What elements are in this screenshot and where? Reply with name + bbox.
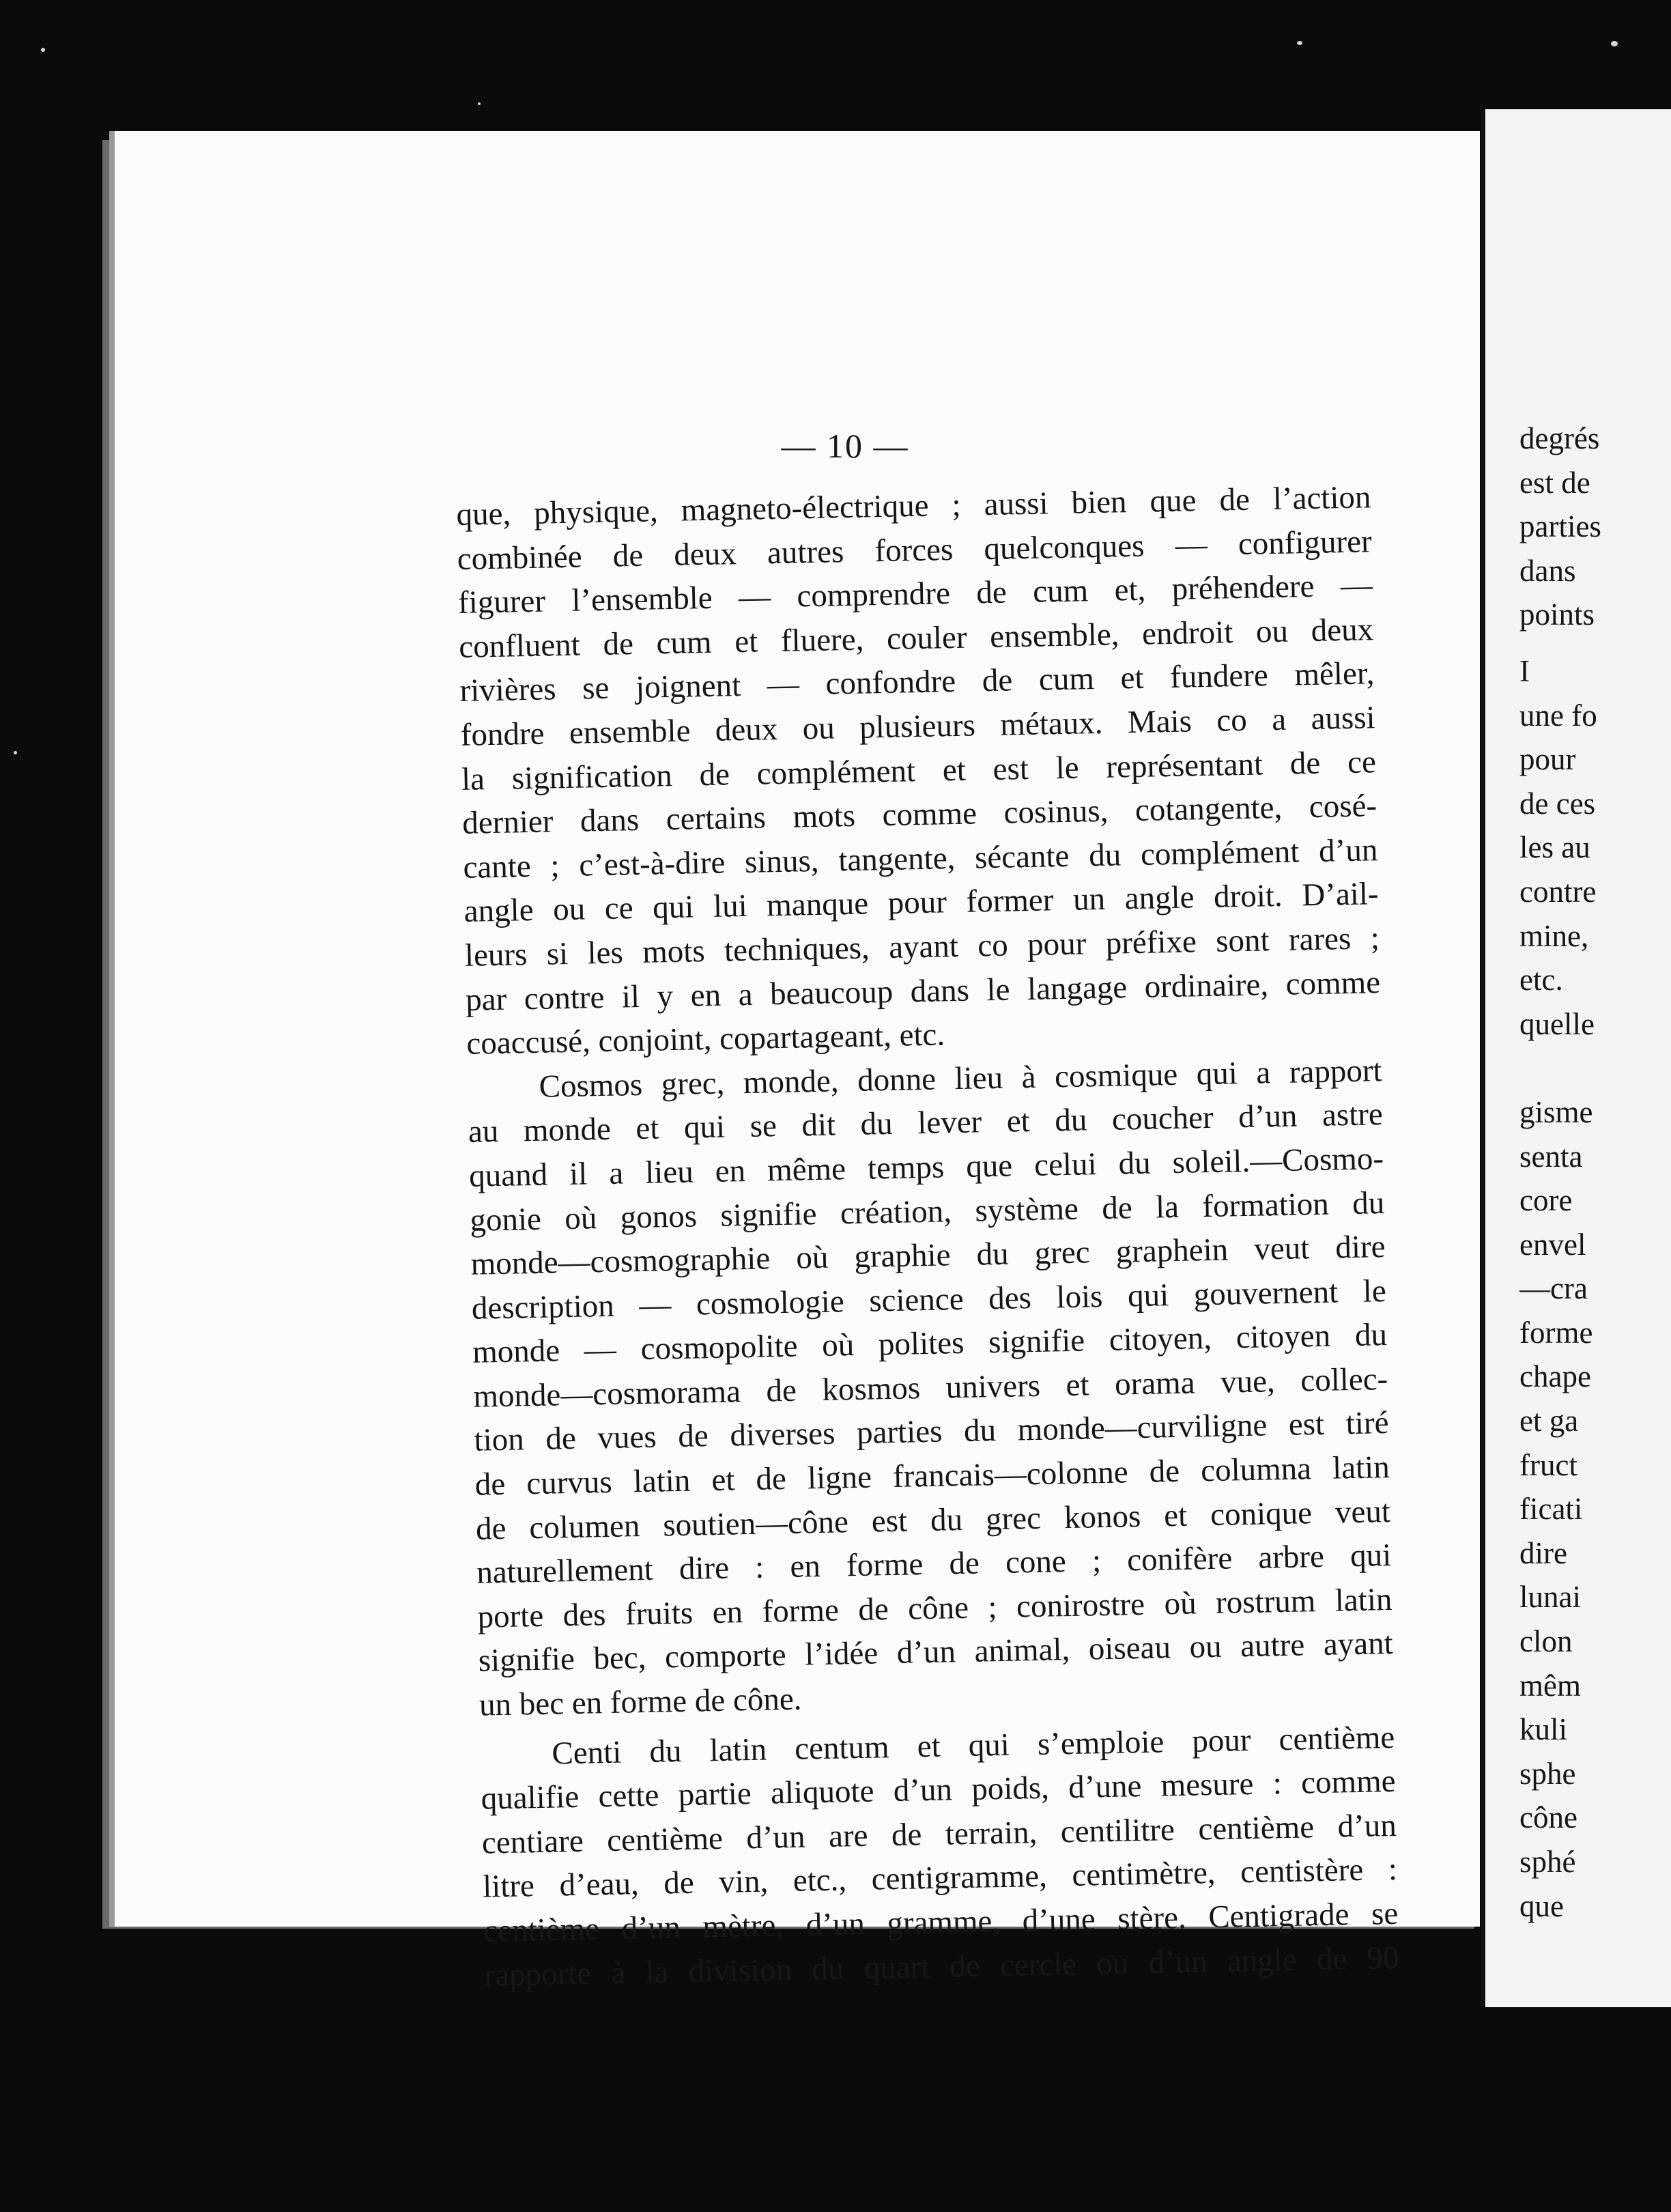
text-line: de ces xyxy=(1519,786,1596,821)
text-line: et ga xyxy=(1519,1404,1579,1438)
text-line: une fo xyxy=(1519,698,1597,733)
text-line: rivières se joignent — confondre de cum et fundere mêler, xyxy=(459,655,1375,709)
left-page-text xyxy=(456,475,1399,1998)
text-line: cône xyxy=(1519,1800,1577,1835)
text-line: centiare centième d’un are de terrain, centilitre centième d’un xyxy=(481,1807,1397,1861)
text-line: description — cosmologie science des lois qui gouvernent le xyxy=(471,1273,1387,1327)
text-line: est de xyxy=(1519,465,1590,500)
text-line: lunai xyxy=(1519,1580,1581,1615)
text-line: par contre il y en a beaucoup dans le langage ordinaire, comme xyxy=(465,964,1381,1018)
text-line: porte des fruits en forme de cône ; conirostre où rostrum latin xyxy=(477,1581,1392,1635)
text-line: confluent de cum et fluere, couler ensemble, endroit ou deux xyxy=(458,612,1374,665)
left-page xyxy=(109,131,1480,1994)
text-line: monde—cosmorama de kosmos univers et orama vue, collec- xyxy=(472,1361,1388,1415)
text-line: un bec en forme de cône. xyxy=(479,1681,802,1723)
text-line: —cra xyxy=(1519,1271,1588,1306)
right-page-text xyxy=(1519,416,1671,1928)
text-line: de curvus latin et de ligne francais—colonne de columna latin xyxy=(474,1449,1390,1503)
text-line: sphé xyxy=(1519,1845,1576,1879)
text-line: degrés xyxy=(1519,421,1600,455)
text-line: figurer l’ensemble — comprendre de cum et, préhendere — xyxy=(457,567,1373,621)
scan-speck xyxy=(14,751,17,754)
page-number: — 10 — xyxy=(781,427,909,465)
text-line: envel xyxy=(1519,1227,1586,1262)
text-line: mine, xyxy=(1519,918,1589,953)
text-line: fondre ensemble deux ou plusieurs métaux. Mais co a aussi xyxy=(460,700,1376,753)
text-line: ficati xyxy=(1519,1492,1583,1527)
text-line: les au xyxy=(1519,830,1590,865)
scan-speck xyxy=(41,48,45,52)
text-line: tion de vues de diverses parties du monde—curviligne est tiré xyxy=(474,1405,1389,1459)
text-line: au monde et qui se dit du lever et du coucher d’un astre xyxy=(468,1096,1384,1150)
text-line xyxy=(1519,1046,1671,1090)
scan-speck xyxy=(1297,41,1302,45)
text-line: kuli xyxy=(1519,1712,1568,1747)
scan-speck xyxy=(1611,41,1618,46)
text-line: angle ou ce qui lui manque pour former un angle droit. D’ail- xyxy=(463,876,1380,930)
text-line: monde—cosmographie où graphie du grec graphein veut dire xyxy=(470,1229,1386,1282)
text-line: clon xyxy=(1519,1624,1573,1659)
text-line: cante ; c’est-à-dire sinus, tangente, sécante du complément d’un xyxy=(463,832,1378,885)
text-line: naturellement dire : en forme de cone ; conifère arbre qui xyxy=(476,1537,1392,1591)
text-line: core xyxy=(1519,1183,1573,1218)
text-line: quand il a lieu en même temps que celui du soleil.—Cosmo- xyxy=(468,1141,1384,1194)
text-line: I xyxy=(1519,653,1530,688)
text-line: quelle xyxy=(1519,1006,1595,1041)
text-line: gonie où gonos signifie création, système de la formation du xyxy=(469,1185,1385,1238)
text-line: Centi du latin centum et qui s’emploie pour centième xyxy=(551,1719,1395,1772)
text-line: parties xyxy=(1519,509,1601,544)
text-line: pour xyxy=(1519,742,1576,777)
text-line: forme xyxy=(1519,1315,1593,1350)
text-line: que xyxy=(1519,1888,1564,1923)
text-line: fruct xyxy=(1519,1447,1577,1482)
text-line: rapporte à la division du quart de cercle ou d’un angle de 90 xyxy=(484,1940,1399,1994)
text-line: combinée de deux autres forces quelconques — configurer xyxy=(457,523,1373,577)
text-line: etc. xyxy=(1519,963,1563,997)
text-line: mêm xyxy=(1519,1668,1581,1703)
text-line: dans xyxy=(1519,553,1576,588)
text-line: coaccusé, conjoint, copartageant, etc. xyxy=(466,1017,945,1062)
text-line: dire xyxy=(1519,1535,1567,1570)
text-line: qualifie cette partie aliquote d’un poids, d’une mesure : comme xyxy=(481,1763,1396,1817)
scan-speck xyxy=(478,102,481,105)
text-line: leurs si les mots techniques, ayant co pour préfixe sont rares ; xyxy=(464,920,1380,974)
text-line: points xyxy=(1519,597,1595,632)
text-line: de columen soutien—cône est du grec konos et conique veut xyxy=(475,1493,1391,1547)
text-line: gisme xyxy=(1519,1094,1593,1129)
text-line: chape xyxy=(1519,1359,1591,1394)
text-line: que, physique, magneto-électrique ; aussi bien que de l’action xyxy=(456,479,1371,533)
text-line: la signification de complément et est le représentant de ce xyxy=(461,743,1377,797)
text-line: monde — cosmopolite où polites signifie citoyen, citoyen du xyxy=(472,1317,1388,1371)
text-line: centième d’un mètre, d’un gramme, d’une stère. Centigrade se xyxy=(483,1895,1399,1949)
text-line: senta xyxy=(1519,1139,1583,1174)
text-line: litre d’eau, de vin, etc., centigramme, centimètre, centistère : xyxy=(482,1852,1398,1905)
text-line: sphe xyxy=(1519,1756,1576,1791)
right-page xyxy=(1481,109,1671,2007)
text-line: dernier dans certains mots comme cosinus, cotangente, cosé- xyxy=(461,788,1377,842)
text-line: Cosmos grec, monde, donne lieu à cosmique qui a rapport xyxy=(539,1052,1382,1105)
text-line: contre xyxy=(1519,874,1597,909)
text-line: signifie bec, comporte l’idée d’un animal, oiseau ou autre ayant xyxy=(478,1626,1394,1679)
